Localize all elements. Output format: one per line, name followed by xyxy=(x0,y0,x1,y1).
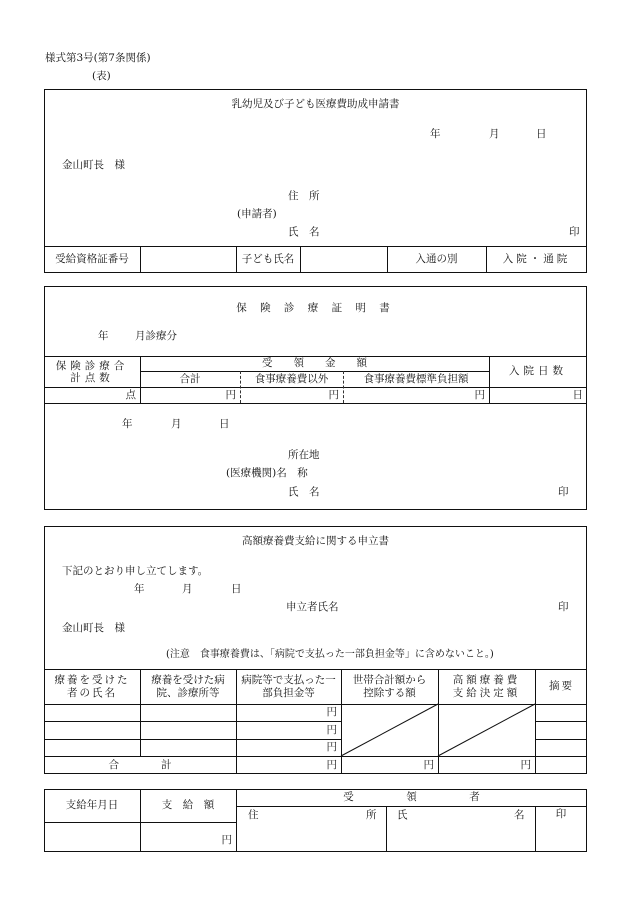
hc-row3-paid[interactable]: 円 xyxy=(326,741,337,754)
payment-address-label-2: 所 xyxy=(366,809,377,821)
doctor-seal: 印 xyxy=(558,486,569,498)
received-amount-header: 受 領 金 額 xyxy=(262,357,367,370)
application-title: 乳幼児及び子ども医療費助成申請書 xyxy=(231,98,400,110)
visit-type-label: 入通の別 xyxy=(415,253,458,266)
meal-std-yen-unit[interactable]: 円 xyxy=(474,388,485,401)
points-header: 保険診療合計点数 xyxy=(55,359,129,384)
applicant-label: (申請者) xyxy=(237,208,277,220)
form-number: 様式第3号(第7条関係) xyxy=(45,52,151,64)
cert-number-label: 受給資格証番号 xyxy=(55,253,129,266)
application-year: 年 xyxy=(430,128,441,140)
high-cost-title: 高額療養費支給に関する申立書 xyxy=(242,535,389,547)
hc-total-paid[interactable]: 円 xyxy=(326,758,337,771)
doctor-name-label: 氏 名 xyxy=(288,486,320,498)
cert-month: 月 xyxy=(171,418,182,430)
high-cost-statement: 下記のとおり申し立てします。 xyxy=(62,565,209,577)
hc-total-decision[interactable]: 円 xyxy=(520,758,531,771)
application-day: 日 xyxy=(536,128,547,140)
payment-amount-field[interactable]: 円 xyxy=(221,833,232,846)
insurance-month-part: 月診療分 xyxy=(135,330,177,342)
payment-name-label-2: 名 xyxy=(514,809,525,821)
institution-location-label: 所在地 xyxy=(288,449,320,461)
days-unit[interactable]: 日 xyxy=(572,388,583,401)
visit-type-value[interactable]: 入院・通院 xyxy=(502,253,571,266)
payment-col-sep xyxy=(386,806,387,852)
institution-name-label: (医療機関)名 称 xyxy=(226,467,308,479)
high-cost-day: 日 xyxy=(231,583,242,595)
high-cost-addressee: 金山町長 様 xyxy=(62,622,125,634)
insurance-month-year: 年 xyxy=(98,330,109,342)
high-cost-month: 月 xyxy=(182,583,193,595)
hc-header-patient: 療養を受けた者の氏名 xyxy=(54,674,130,699)
hc-header-decision: 高額療養費支給決定額 xyxy=(452,674,521,699)
excl-meal-yen-unit[interactable]: 円 xyxy=(328,388,339,401)
hc-header-hospital: 療養を受けた病院、診療所等 xyxy=(151,674,225,699)
applicant-address-label: 住 所 xyxy=(288,190,320,202)
hc-header-deduction: 世帯合計額から控除する額 xyxy=(352,674,427,699)
payment-date-label: 支給年月日 xyxy=(65,799,119,812)
child-name-label: 子ども氏名 xyxy=(241,253,295,266)
hc-total-label: 合 計 xyxy=(108,758,172,771)
cert-day: 日 xyxy=(219,418,230,430)
application-addressee: 金山町長 様 xyxy=(62,159,125,171)
payment-date-field[interactable] xyxy=(44,822,140,852)
applicant-seal: 印 xyxy=(569,226,580,238)
hc-row1-paid[interactable]: 円 xyxy=(326,706,337,719)
applicant-name-label: 氏 名 xyxy=(288,226,320,238)
sub-header-excl-meal: 食事療養費以外 xyxy=(254,372,329,385)
total-yen-unit[interactable]: 円 xyxy=(225,388,236,401)
sub-header-total: 合計 xyxy=(179,372,201,385)
high-cost-seal: 印 xyxy=(558,601,569,613)
payment-receiver-label: 受 領 者 xyxy=(343,791,480,804)
cert-year: 年 xyxy=(122,418,133,430)
payment-amount-label: 支 給 額 xyxy=(161,799,215,812)
payment-name-label: 氏 xyxy=(397,809,408,821)
high-cost-applicant-label: 申立者氏名 xyxy=(286,601,339,613)
high-cost-note: (注意 食事療養費は、「病院で支払った一部負担金等」に含めないこと。) xyxy=(166,649,494,660)
application-month: 月 xyxy=(489,128,500,140)
insurance-title: 保 険 診 療 証 明 書 xyxy=(236,302,395,314)
hc-header-paid: 病院等で支払った一部負担金等 xyxy=(241,674,336,699)
payment-seal: 印 xyxy=(555,807,567,820)
hc-row2-paid[interactable]: 円 xyxy=(326,723,337,736)
hc-total-deduction[interactable]: 円 xyxy=(423,758,434,771)
points-unit[interactable]: 点 xyxy=(125,388,136,401)
sub-header-meal-std: 食事療養費標準負担額 xyxy=(363,372,469,385)
hc-header-remarks: 摘要 xyxy=(549,680,574,693)
payment-address-label: 住 xyxy=(248,809,259,821)
high-cost-year: 年 xyxy=(134,583,145,595)
form-side-label: (表) xyxy=(92,70,111,82)
inpatient-days-header: 入院日数 xyxy=(509,365,567,378)
